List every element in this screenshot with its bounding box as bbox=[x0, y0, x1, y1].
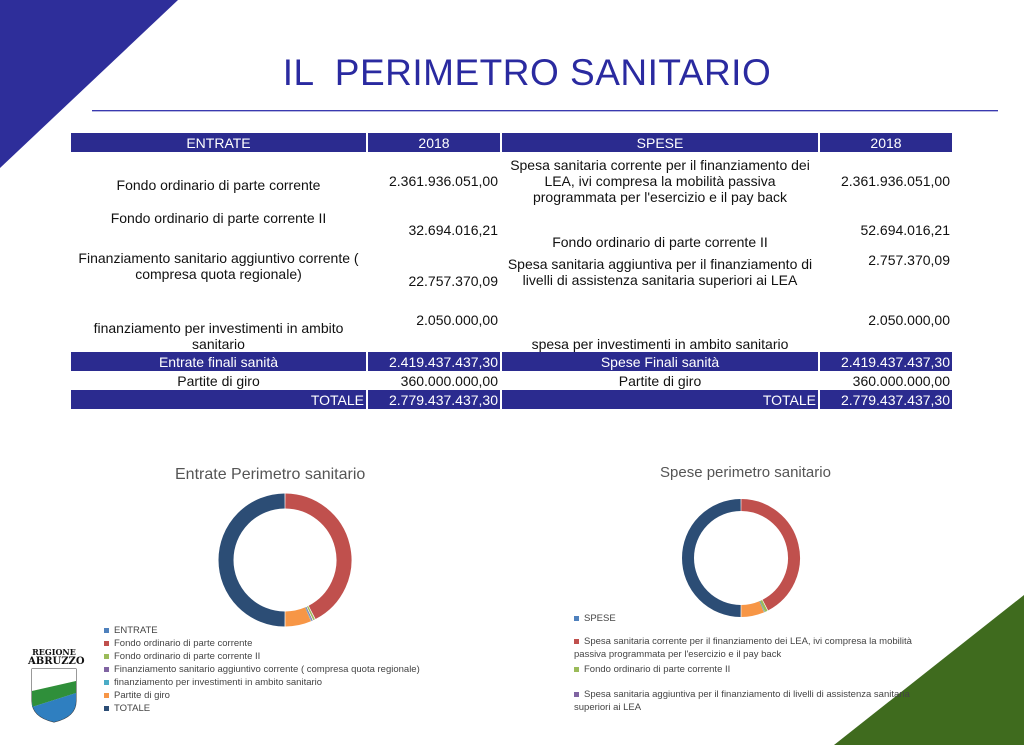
legend-item bbox=[104, 676, 420, 689]
donut-chart-spese bbox=[677, 488, 807, 628]
header-entrate: ENTRATE bbox=[71, 133, 366, 152]
slice-7 bbox=[688, 505, 741, 611]
legend-label: Finanziamento sanitario aggiuntivo corrente ( compresa quota regionale) bbox=[114, 664, 420, 675]
table-row bbox=[71, 250, 952, 312]
legend-item bbox=[104, 702, 420, 715]
title-divider bbox=[92, 110, 998, 111]
entrate-finali-value: 2.419.437.437,30 bbox=[368, 352, 500, 371]
table-row bbox=[71, 312, 952, 352]
finali-row bbox=[71, 352, 952, 371]
totale-entrate-value: 2.779.437.437,30 bbox=[368, 390, 500, 409]
spesa-value: 52.694.016,21 bbox=[860, 222, 950, 238]
totale-entrate-label: TOTALE bbox=[71, 390, 366, 409]
entrata-value: 22.757.370,09 bbox=[408, 273, 498, 289]
legend-item bbox=[104, 663, 420, 676]
legend-label: TOTALE bbox=[114, 703, 151, 714]
legend-swatch bbox=[574, 639, 579, 644]
spesa-label: spesa per investimenti in ambito sanitario bbox=[531, 336, 789, 352]
spesa-label: Fondo ordinario di parte corrente II bbox=[552, 234, 768, 250]
budget-table bbox=[69, 133, 954, 409]
legend-entrate bbox=[104, 624, 420, 715]
legend-swatch bbox=[104, 628, 109, 633]
entrata-label: Fondo ordinario di parte corrente bbox=[116, 177, 321, 193]
slice-3 bbox=[310, 613, 311, 614]
entrate-finali-label: Entrate finali sanità bbox=[71, 352, 366, 371]
legend-label: Fondo ordinario di parte corrente II bbox=[584, 664, 731, 675]
legend-label: finanziamento per investimenti in ambito sanitario bbox=[114, 677, 323, 688]
logo-line-2: ABRUZZO bbox=[28, 656, 85, 667]
totale-row bbox=[71, 390, 952, 409]
legend-swatch bbox=[104, 667, 109, 672]
entrata-value: 2.361.936.051,00 bbox=[389, 173, 498, 189]
legend-swatch bbox=[574, 667, 579, 672]
donut-chart-entrate bbox=[210, 488, 360, 628]
legend-item bbox=[574, 612, 944, 625]
legend-swatch bbox=[104, 706, 109, 711]
legend-swatch bbox=[574, 692, 579, 697]
legend-item bbox=[104, 689, 420, 702]
spesa-value: 2.050.000,00 bbox=[868, 312, 950, 328]
legend-spese bbox=[574, 612, 944, 716]
entrata-value: 2.050.000,00 bbox=[416, 312, 498, 328]
partite-entrate-value: 360.000.000,00 bbox=[400, 372, 498, 389]
regione-abruzzo-logo bbox=[28, 647, 85, 723]
slice-2 bbox=[741, 505, 794, 605]
partite-spese-label: Partite di giro bbox=[618, 372, 702, 389]
legend-label: Fondo ordinario di parte corrente II bbox=[114, 651, 261, 662]
legend-label: Spesa sanitaria aggiuntiva per il finanziamento di livelli di assistenza sanitaria superiori ai LEA bbox=[574, 689, 910, 713]
partite-row bbox=[71, 371, 952, 390]
spesa-label: Spesa sanitaria aggiuntiva per il finanziamento di livelli di assistenza sanitaria superiori ai LEA bbox=[507, 256, 813, 288]
slice-6 bbox=[285, 614, 308, 619]
legend-label: Spesa sanitaria corrente per il finanziamento dei LEA, ivi compresa la mobilità passiva programmata per l'esercizio e il pay back bbox=[574, 636, 912, 660]
table-row bbox=[71, 210, 952, 250]
abruzzo-shield-icon bbox=[28, 667, 80, 723]
legend-swatch bbox=[104, 654, 109, 659]
legend-label: ENTRATE bbox=[114, 625, 158, 636]
table-header-row bbox=[71, 133, 952, 152]
legend-swatch bbox=[104, 641, 109, 646]
spese-finali-label: Spese Finali sanità bbox=[502, 352, 818, 371]
header-year-entrate: 2018 bbox=[368, 133, 500, 152]
legend-item bbox=[104, 637, 420, 650]
slice-2 bbox=[285, 501, 344, 612]
legend-swatch bbox=[104, 680, 109, 685]
chart-title-entrate: Entrate Perimetro sanitario bbox=[175, 466, 366, 483]
spese-finali-value: 2.419.437.437,30 bbox=[820, 352, 952, 371]
partite-entrate-label: Partite di giro bbox=[177, 372, 260, 389]
header-spese: SPESE bbox=[502, 133, 818, 152]
slice-7 bbox=[226, 501, 285, 619]
legend-item bbox=[574, 635, 944, 661]
totale-spese-label: TOTALE bbox=[502, 390, 818, 409]
legend-label: Fondo ordinario di parte corrente bbox=[114, 638, 253, 649]
legend-swatch bbox=[104, 693, 109, 698]
legend-label: SPESE bbox=[584, 613, 616, 624]
slide-title: IL PERIMETRO SANITARIO bbox=[282, 52, 772, 93]
slice-6 bbox=[741, 607, 761, 611]
entrata-label: Finanziamento sanitario aggiuntivo corrente ( compresa quota regionale) bbox=[78, 250, 359, 282]
slice-3 bbox=[763, 605, 765, 606]
chart-title-spese: Spese perimetro sanitario bbox=[660, 464, 831, 481]
legend-item bbox=[574, 688, 944, 714]
entrata-label: Fondo ordinario di parte corrente II bbox=[110, 210, 327, 226]
spesa-label: Spesa sanitaria corrente per il finanziamento dei LEA, ivi compresa la mobilità passiva programmata per l'esercizio e il pay back bbox=[510, 157, 810, 205]
entrata-value: 32.694.016,21 bbox=[408, 222, 498, 238]
totale-spese-value: 2.779.437.437,30 bbox=[820, 390, 952, 409]
legend-item bbox=[104, 624, 420, 637]
table-row bbox=[71, 152, 952, 210]
legend-label: Partite di giro bbox=[114, 690, 170, 701]
spesa-value: 2.361.936.051,00 bbox=[841, 173, 950, 189]
legend-item bbox=[574, 663, 944, 676]
spesa-value: 2.757.370,09 bbox=[868, 252, 950, 268]
entrata-label: finanziamento per investimenti in ambito sanitario bbox=[93, 320, 344, 352]
legend-item bbox=[104, 650, 420, 663]
partite-spese-value: 360.000.000,00 bbox=[852, 372, 950, 389]
header-year-spese: 2018 bbox=[820, 133, 952, 152]
legend-swatch bbox=[574, 616, 579, 621]
logo-line-1: REGIONE bbox=[32, 647, 76, 657]
